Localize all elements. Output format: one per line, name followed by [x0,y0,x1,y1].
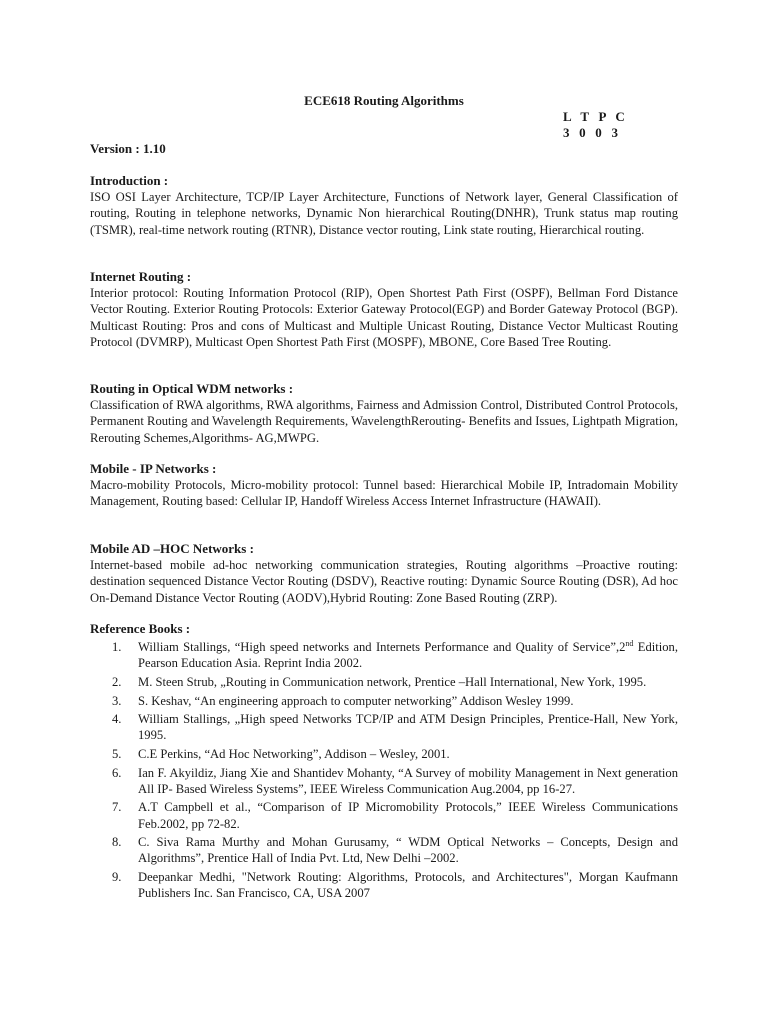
section-mobile-adhoc [90,541,678,606]
reference-text-cont: Edition, Pearson Education Asia. Reprint India 2002. [138,640,678,671]
list-item [90,799,678,831]
section-body: Interior protocol: Routing Information Protocol (RIP), Open Shortest Path First (OSPF), Bellman Ford Distance Vector Routing. Exterior Routing Protocols: Exterior Gateway Protocol(EGP) and Border Gateway Protocol (BGP). Multicast Routing: Pros and cons of Multicast and Multiple Unicast Routing, Distance Vector Multicast Routing Protocol (DVMRP), Multicast Open Shortest Path First (MOSPF), MBONE, Core Based Tree Routing. [90,286,678,349]
reference-text: M. Steen Strub, „Routing in Communication network, Prentice –Hall International, New York, 1995. [138,675,647,689]
section-body: Macro-mobility Protocols, Micro-mobility protocol: Tunnel based: Hierarchical Mobile IP, Intradomain Mobility Management, Routing based: Cellular IP, Handoff Wireless Access Internet Infrastructure (HAWAII). [90,478,678,509]
section-heading: Mobile - IP Networks : [90,461,217,476]
reference-text: William Stallings, „High speed Networks TCP/IP and ATM Design Principles, Prentice-Hall, New York, 1995. [138,712,678,743]
list-number: 4. [112,712,122,727]
section-internet-routing [90,269,678,350]
superscript: nd [625,639,634,649]
reference-list [90,639,678,901]
list-item [90,674,678,690]
list-number: 6. [112,765,122,780]
reference-text: William Stallings, “High speed networks and Internets Performance and Quality of Service”,2 [138,640,626,655]
reference-text: C.E Perkins, “Ad Hoc Networking”, Addison – Wesley, 2001. [138,746,450,761]
section-introduction [90,173,678,238]
section-heading: Routing in Optical WDM networks : [90,381,294,396]
list-number: 3. [112,693,122,708]
list-number: 7. [112,800,122,815]
section-heading: Internet Routing : [90,269,192,284]
list-item [90,693,678,709]
section-body: ISO OSI Layer Architecture, TCP/IP Layer Architecture, Functions of Network layer, General Classification of routing, Routing in telephone networks, Dynamic Non hierarchical Routing(DNHR), Trunk status map routing (TSMR), real-time network routing (RTNR), Distance vector routing, Link state routing, Hierarchical routing. [90,190,678,237]
version-label: Version : 1.10 [90,141,166,156]
section-body: Internet-based mobile ad-hoc networking communication strategies, Routing algorithms –Proactive routing: destination sequenced Distance Vector Routing (DSDV), Reactive routing: Dynamic Source Routing (DSR), Ad hoc On-Demand Distance Vector Routing (AODV),Hybrid Routing: Zone Based Routing (ZRP). [90,558,678,605]
reference-books [90,621,678,904]
list-item [90,746,678,762]
section-heading: Reference Books : [90,621,191,636]
reference-text: Ian F. Akyildiz, Jiang Xie and Shantidev Mohanty, “A Survey of mobility Management in Next generation All IP- Based Wireless Systems”, IEEE Wireless Communication Aug.2004, pp 16-27. [138,765,678,796]
ltpc-values: 3 0 0 3 [563,125,622,140]
list-number: 8. [112,835,122,850]
section-heading: Mobile AD –HOC Networks : [90,541,254,556]
list-item [90,869,678,901]
list-item [90,765,678,797]
list-item [90,711,678,743]
section-heading: Introduction : [90,173,169,188]
reference-text: Deepankar Medhi, "Network Routing: Algorithms, Protocols, and Architectures", Morgan Kaufmann Publishers Inc. San Francisco, CA, USA 2007 [138,869,678,901]
ltpc-block [563,109,628,141]
list-number: 2. [112,675,122,689]
list-number: 1. [112,640,122,655]
section-mobile-ip [90,461,678,510]
section-optical-wdm [90,381,678,446]
ltpc-labels: L T P C [563,109,628,124]
section-body: Classification of RWA algorithms, RWA algorithms, Fairness and Admission Control, Distributed Control Protocols, Permanent Routing and Wavelength Requirements, WavelengthRerouting- Benefits and Issues, Lightpath Migration, Rerouting Schemes,Algorithms- AG,MWPG. [90,398,678,445]
reference-text: S. Keshav, “An engineering approach to computer networking” Addison Wesley 1999. [138,693,574,708]
reference-text: C. Siva Rama Murthy and Mohan Gurusamy, “ WDM Optical Networks – Concepts, Design and Algorithms”, Prentice Hall of India Pvt. Ltd, New Delhi –2002. [138,835,678,866]
list-number: 9. [112,869,122,884]
list-number: 5. [112,746,122,761]
list-item [90,834,678,866]
page-title: ECE618 Routing Algorithms [304,93,464,108]
list-item [90,639,678,671]
reference-text: A.T Campbell et al., “Comparison of IP Micromobility Protocols,” IEEE Wireless Communications Feb.2002, pp 72-82. [138,800,678,831]
